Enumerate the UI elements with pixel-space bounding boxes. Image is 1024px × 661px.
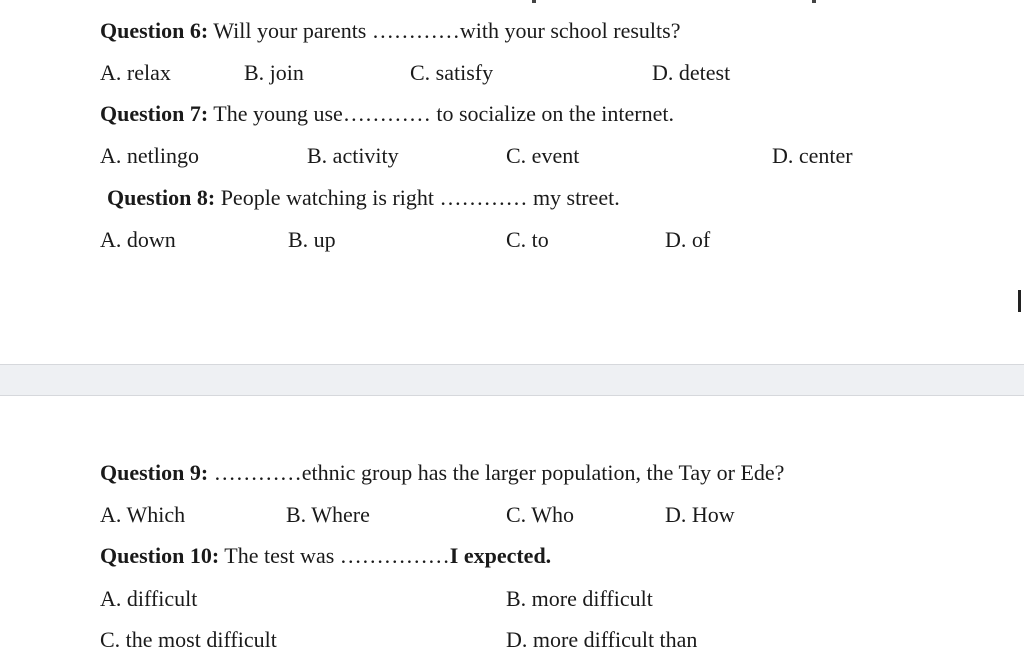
question-6-text-before: Will your parents (213, 18, 372, 43)
question-6-option-d[interactable]: D. detest (652, 60, 731, 85)
question-10-stem (100, 543, 551, 569)
page-separator (0, 364, 1024, 396)
question-9-option-c[interactable]: C. Who (506, 502, 575, 527)
question-9-option-a[interactable]: A. Which (100, 502, 186, 527)
document-page-bottom (0, 396, 1024, 661)
question-8-text-after: my street. (527, 185, 620, 210)
question-8-option-b[interactable]: B. up (288, 227, 336, 252)
question-10-text-before: The test was (224, 543, 340, 568)
page-speck (812, 0, 816, 3)
question-7-option-a[interactable]: A. netlingo (100, 143, 199, 168)
question-9-label: Question 9: (100, 460, 209, 485)
question-8-option-a[interactable]: A. down (100, 227, 176, 252)
question-7-text-before: The young use (213, 101, 343, 126)
question-10-option-b[interactable]: B. more difficult (506, 586, 653, 611)
question-9-blank: ………… (213, 460, 302, 485)
question-8-option-c[interactable]: C. to (506, 227, 549, 252)
question-7-option-c[interactable]: C. event (506, 143, 580, 168)
question-8-blank: ………… (439, 185, 528, 210)
question-10-text-after: I expected. (449, 543, 552, 568)
question-10-option-a[interactable]: A. difficult (100, 586, 198, 611)
question-8-option-d[interactable]: D. of (665, 227, 711, 252)
question-8-stem (107, 185, 620, 211)
question-9-option-d[interactable]: D. How (665, 502, 735, 527)
page-speck (532, 0, 536, 3)
question-10-label: Question 10: (100, 543, 220, 568)
question-6-option-a[interactable]: A. relax (100, 60, 171, 85)
page-edge-mark (1018, 290, 1021, 312)
question-7-option-b[interactable]: B. activity (307, 143, 399, 168)
question-10-option-d[interactable]: D. more difficult than (506, 627, 698, 652)
question-6-label: Question 6: (100, 18, 209, 43)
question-7-blank: ………… (342, 101, 431, 126)
question-9-text-after: ethnic group has the larger population, the Tay or Ede? (301, 460, 785, 485)
question-9-stem (100, 460, 784, 486)
question-9-option-b[interactable]: B. Where (286, 502, 370, 527)
question-10-blank: …………… (339, 543, 450, 568)
question-6-option-b[interactable]: B. join (244, 60, 304, 85)
question-8-label: Question 8: (107, 185, 216, 210)
question-7-option-d[interactable]: D. center (772, 143, 853, 168)
question-10-option-c[interactable]: C. the most difficult (100, 627, 277, 652)
question-7-text-after: to socialize on the internet. (430, 101, 674, 126)
question-8-text-before: People watching is right (220, 185, 440, 210)
question-6-option-c[interactable]: C. satisfy (410, 60, 494, 85)
question-7-label: Question 7: (100, 101, 209, 126)
question-6-blank: ………… (371, 18, 460, 43)
question-6-stem (100, 18, 680, 44)
question-7-stem (100, 101, 674, 127)
question-6-text-after: with your school results? (459, 18, 681, 43)
